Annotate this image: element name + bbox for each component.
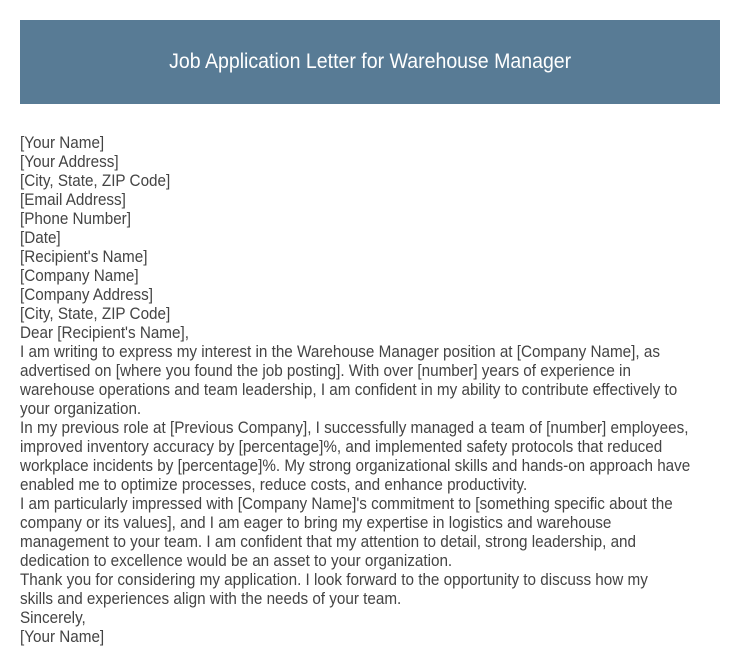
paragraph-line: improved inventory accuracy by [percentage]%, and implemented safety protocols that reduced	[20, 438, 663, 456]
paragraph-line: I am writing to express my interest in the Warehouse Manager position at [Company Name], as	[20, 343, 660, 361]
sender-block	[20, 134, 730, 248]
paragraph-line: enabled me to optimize processes, reduce costs, and enhance productivity.	[20, 476, 528, 494]
title-banner	[20, 20, 720, 104]
paragraph-line: company or its values], and I am eager to bring my expertise in logistics and warehouse	[20, 514, 612, 532]
sender-name: [Your Name]	[20, 134, 105, 152]
paragraph-line: dedication to excellence would be an asset to your organization.	[20, 552, 453, 570]
document-title: Job Application Letter for Warehouse Manager	[168, 50, 572, 73]
sender-phone: [Phone Number]	[20, 210, 132, 228]
paragraph-line: your organization.	[20, 400, 142, 418]
letter-date: [Date]	[20, 229, 61, 247]
recipient-block	[20, 248, 730, 324]
complimentary-close: Sincerely,	[20, 609, 86, 627]
paragraph-line: management to your team. I am confident that my attention to detail, strong leadership, and	[20, 533, 637, 551]
recipient-company-address: [Company Address]	[20, 286, 154, 304]
paragraph-line: advertised on [where you found the job posting]. With over [number] years of experience in	[20, 362, 631, 380]
salutation: Dear [Recipient's Name],	[20, 324, 189, 342]
recipient-name: [Recipient's Name]	[20, 248, 148, 266]
paragraph-motivation	[20, 495, 730, 571]
paragraph-line: Thank you for considering my application. I look forward to the opportunity to discuss how my	[20, 571, 648, 589]
paragraph-closing	[20, 571, 730, 609]
letter-body	[20, 134, 730, 647]
paragraph-line: workplace incidents by [percentage]%. My strong organizational skills and hands-on approach have	[20, 457, 691, 475]
paragraph-experience	[20, 419, 730, 495]
paragraph-line: In my previous role at [Previous Company], I successfully managed a team of [number] employees,	[20, 419, 689, 437]
sender-address: [Your Address]	[20, 153, 119, 171]
recipient-company: [Company Name]	[20, 267, 139, 285]
paragraph-line: I am particularly impressed with [Company Name]'s commitment to [something specific about the	[20, 495, 673, 513]
paragraph-line: skills and experiences align with the needs of your team.	[20, 590, 402, 608]
recipient-city-state-zip: [City, State, ZIP Code]	[20, 305, 171, 323]
signature-name: [Your Name]	[20, 628, 105, 646]
paragraph-intro	[20, 343, 730, 419]
sender-city-state-zip: [City, State, ZIP Code]	[20, 172, 171, 190]
paragraph-line: warehouse operations and team leadership, I am confident in my ability to contribute effectively to	[20, 381, 678, 399]
sender-email: [Email Address]	[20, 191, 126, 209]
